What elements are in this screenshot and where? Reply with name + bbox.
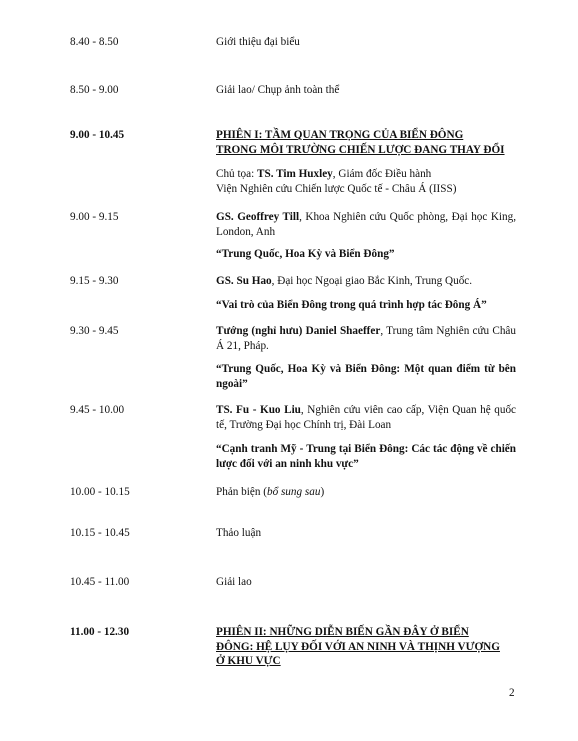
speaker-affiliation: , Nghiên cứu viên cao cấp, Viện Quan hệ quốc tế, Trường Đại học Chính trị, Đài Loan — [216, 404, 517, 431]
speaker-name: GS. Geoffrey Till — [216, 211, 300, 223]
time-slot: 9.30 - 9.45 — [70, 325, 119, 337]
speaker-info — [216, 274, 516, 289]
time-slot: 8.50 - 9.00 — [70, 84, 119, 96]
chair-role: , Giám đốc Điều hành — [332, 168, 432, 180]
agenda-item: Giải lao — [216, 576, 252, 588]
speaker-name: TS. Fu - Kuo Liu — [216, 404, 301, 416]
agenda-item: Giải lao/ Chụp ảnh toàn thể — [216, 84, 340, 96]
speaker-info — [216, 210, 516, 239]
chair-institute: Viện Nghiên cứu Chiến lược Quốc tế - Châu Á (IISS) — [216, 182, 457, 195]
agenda-text: Phản biện ( — [216, 486, 267, 498]
chair-prefix: Chủ tọa: — [216, 168, 258, 180]
session-title-line: ĐÔNG: HỆ LỤY ĐỐI VỚI AN NINH VÀ THỊNH VƯỢNG — [216, 640, 500, 653]
speaker-affiliation: , Trung tâm Nghiên cứu Châu Á 21, Pháp. — [216, 325, 516, 352]
time-slot: 9.00 - 9.15 — [70, 211, 119, 223]
time-slot: 9.45 - 10.00 — [70, 404, 125, 416]
chair-name: TS. Tim Huxley — [257, 168, 333, 180]
chair-info — [216, 167, 516, 196]
time-slot: 9.00 - 10.45 — [70, 129, 125, 141]
session-title-line: Ở KHU VỰC — [216, 655, 281, 667]
talk-title: “Cạnh tranh Mỹ - Trung tại Biển Đông: Các tác động về chiến lược đối với an ninh khu vực” — [216, 443, 516, 470]
talk-title: “Trung Quốc, Hoa Kỳ và Biển Đông” — [216, 248, 395, 260]
session-title-line: TRONG MÔI TRƯỜNG CHIẾN LƯỢC ĐANG THAY ĐỔI — [216, 143, 505, 156]
session-title-line: PHIÊN I: TẦM QUAN TRỌNG CỦA BIỂN ĐÔNG — [216, 129, 464, 141]
time-slot: 10.00 - 10.15 — [70, 486, 130, 498]
agenda-text-italic: bổ sung sau — [266, 486, 321, 498]
speaker-name: Tướng (nghỉ hưu) Daniel Shaeffer — [216, 325, 381, 337]
agenda-item: Thảo luận — [216, 527, 262, 539]
agenda-item — [216, 485, 516, 500]
session-title-line: PHIÊN II: NHỮNG DIỄN BIẾN GẦN ĐÂY Ở BIỂN — [216, 626, 469, 638]
page-number: 2 — [509, 687, 515, 699]
speaker-info — [216, 403, 516, 432]
time-slot: 11.00 - 12.30 — [70, 626, 130, 638]
speaker-info — [216, 324, 516, 353]
session-title — [216, 625, 516, 669]
agenda-text-end: ) — [320, 486, 325, 498]
speaker-affiliation: , Đại học Ngoại giao Bắc Kinh, Trung Quốc. — [271, 275, 473, 287]
speaker-affiliation: , Khoa Nghiên cứu Quốc phòng, Đại học King, London, Anh — [216, 211, 517, 238]
speaker-name: GS. Su Hao — [216, 275, 272, 287]
talk-title: “Trung Quốc, Hoa Kỳ và Biển Đông: Một quan điểm từ bên ngoài” — [216, 363, 516, 390]
time-slot: 10.45 - 11.00 — [70, 576, 130, 588]
session-title — [216, 128, 516, 157]
agenda-item: Giới thiệu đại biểu — [216, 36, 300, 48]
talk-title: “Vai trò của Biển Đông trong quá trình hợp tác Đông Á” — [216, 299, 487, 311]
time-slot: 8.40 - 8.50 — [70, 36, 119, 48]
time-slot: 9.15 - 9.30 — [70, 275, 119, 287]
time-slot: 10.15 - 10.45 — [70, 527, 130, 539]
